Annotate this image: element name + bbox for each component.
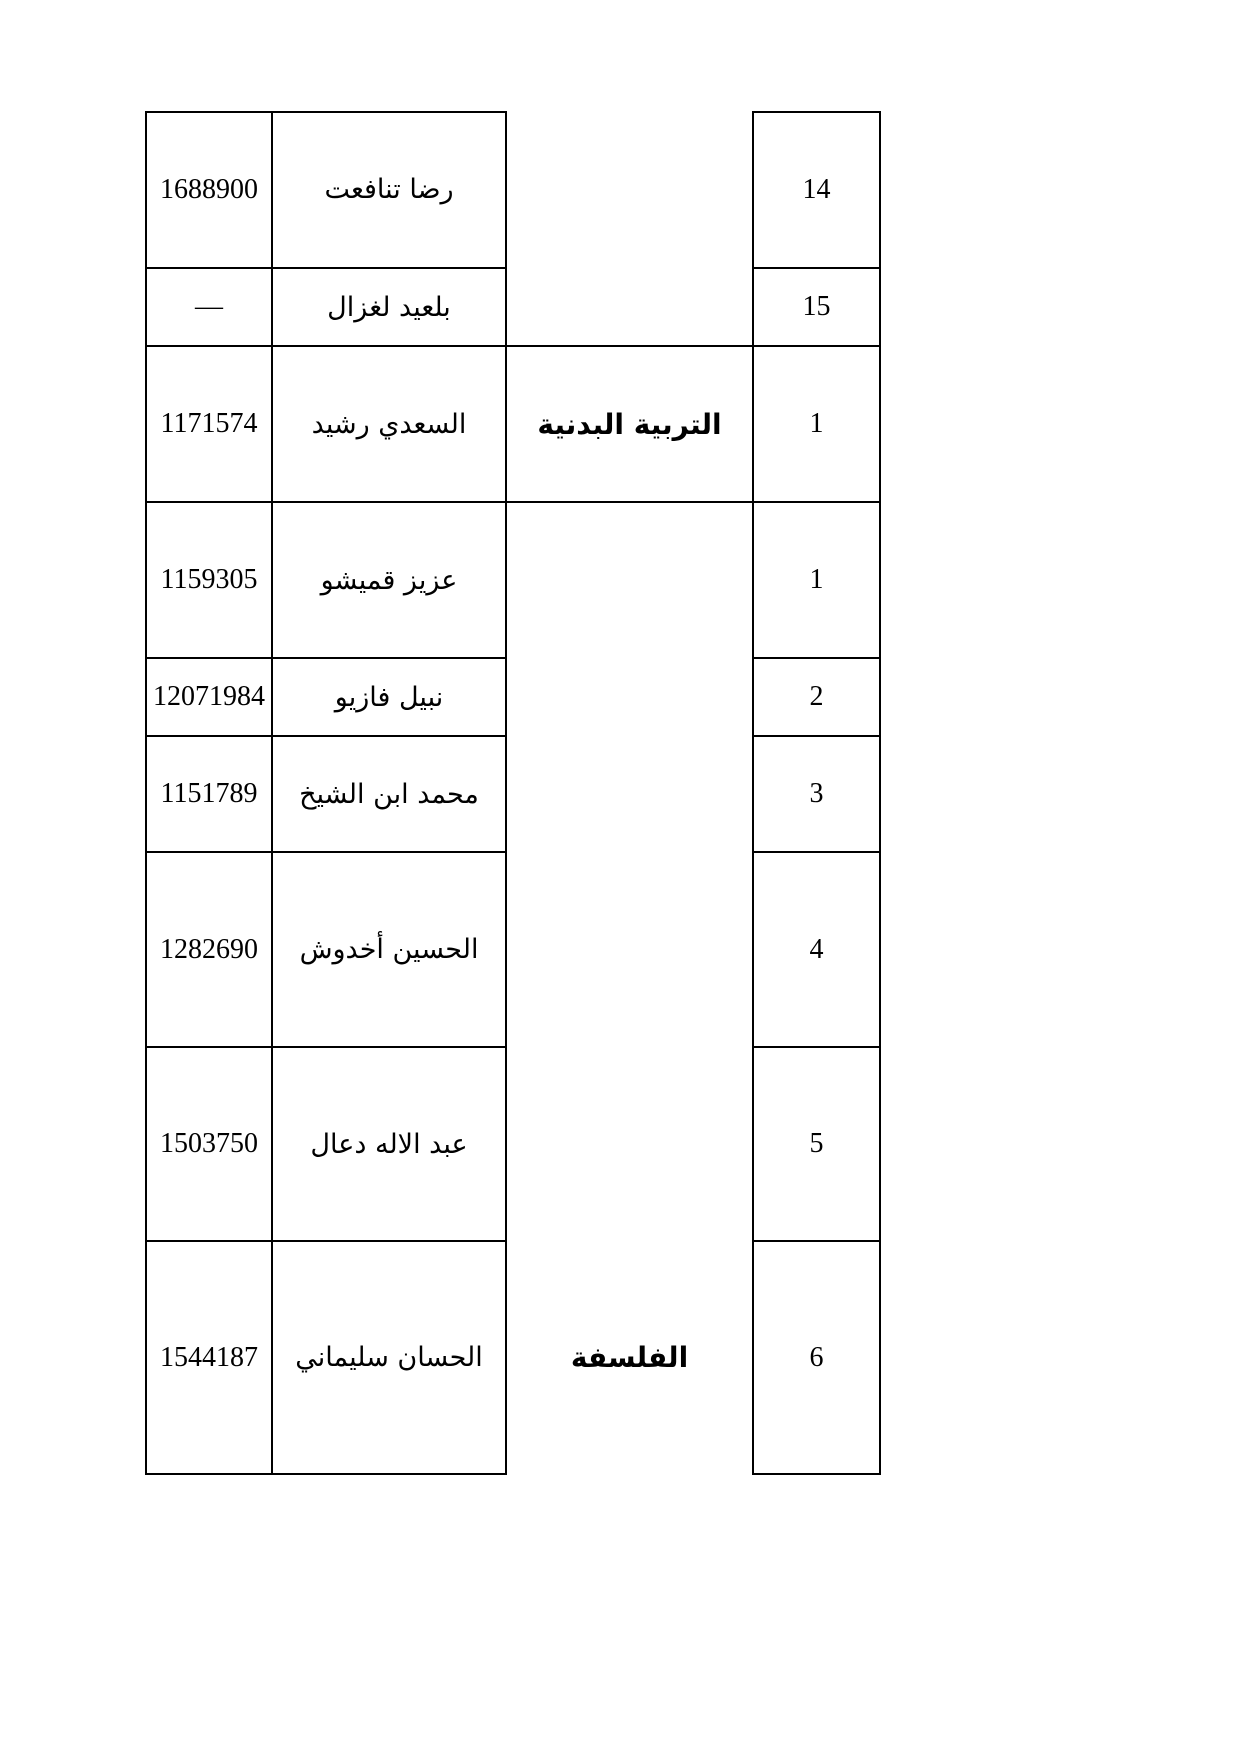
- teacher-id: 1171574: [160, 408, 258, 439]
- row-index: 1: [809, 408, 824, 439]
- row-index: 5: [809, 1128, 824, 1159]
- teacher-name: الحسين أخدوش: [299, 934, 479, 965]
- row-index: 4: [809, 933, 824, 965]
- teacher-id: 1688900: [160, 173, 258, 205]
- teacher-id: 1282690: [160, 933, 258, 965]
- row-index: 1: [809, 564, 824, 595]
- teacher-name: الحسان سليماني: [295, 1342, 483, 1373]
- teacher-id: 1159305: [160, 564, 258, 595]
- teacher-name: بلعيد لغزال: [327, 291, 451, 323]
- teacher-id: 1151789: [160, 778, 258, 809]
- subject-label: التربية البدنية: [537, 407, 722, 441]
- teacher-name: محمد ابن الشيخ: [299, 778, 479, 810]
- row-index: 3: [809, 778, 824, 809]
- teacher-name: السعدي رشيد: [311, 408, 467, 440]
- teacher-id: —: [195, 291, 223, 322]
- row-index: 6: [809, 1341, 824, 1373]
- teacher-id: 12071984: [153, 681, 265, 712]
- table-border-bottom: [752, 1473, 881, 1475]
- column-border: [879, 111, 881, 1475]
- row-index: 15: [802, 291, 831, 322]
- subject-label: الفلسفة: [570, 1341, 689, 1374]
- teacher-name: عبد الاله دعال: [310, 1128, 468, 1160]
- row-index: 2: [809, 681, 824, 712]
- teacher-id: 1503750: [160, 1128, 258, 1159]
- teacher-id: 1544187: [160, 1341, 258, 1373]
- teacher-name: عزيز قميشو: [320, 564, 458, 596]
- teacher-name: رضا تنافعت: [324, 174, 454, 205]
- row-index: 14: [802, 173, 831, 205]
- teacher-name: نبيل فازيو: [334, 681, 444, 713]
- table-border-bottom: [145, 1473, 507, 1475]
